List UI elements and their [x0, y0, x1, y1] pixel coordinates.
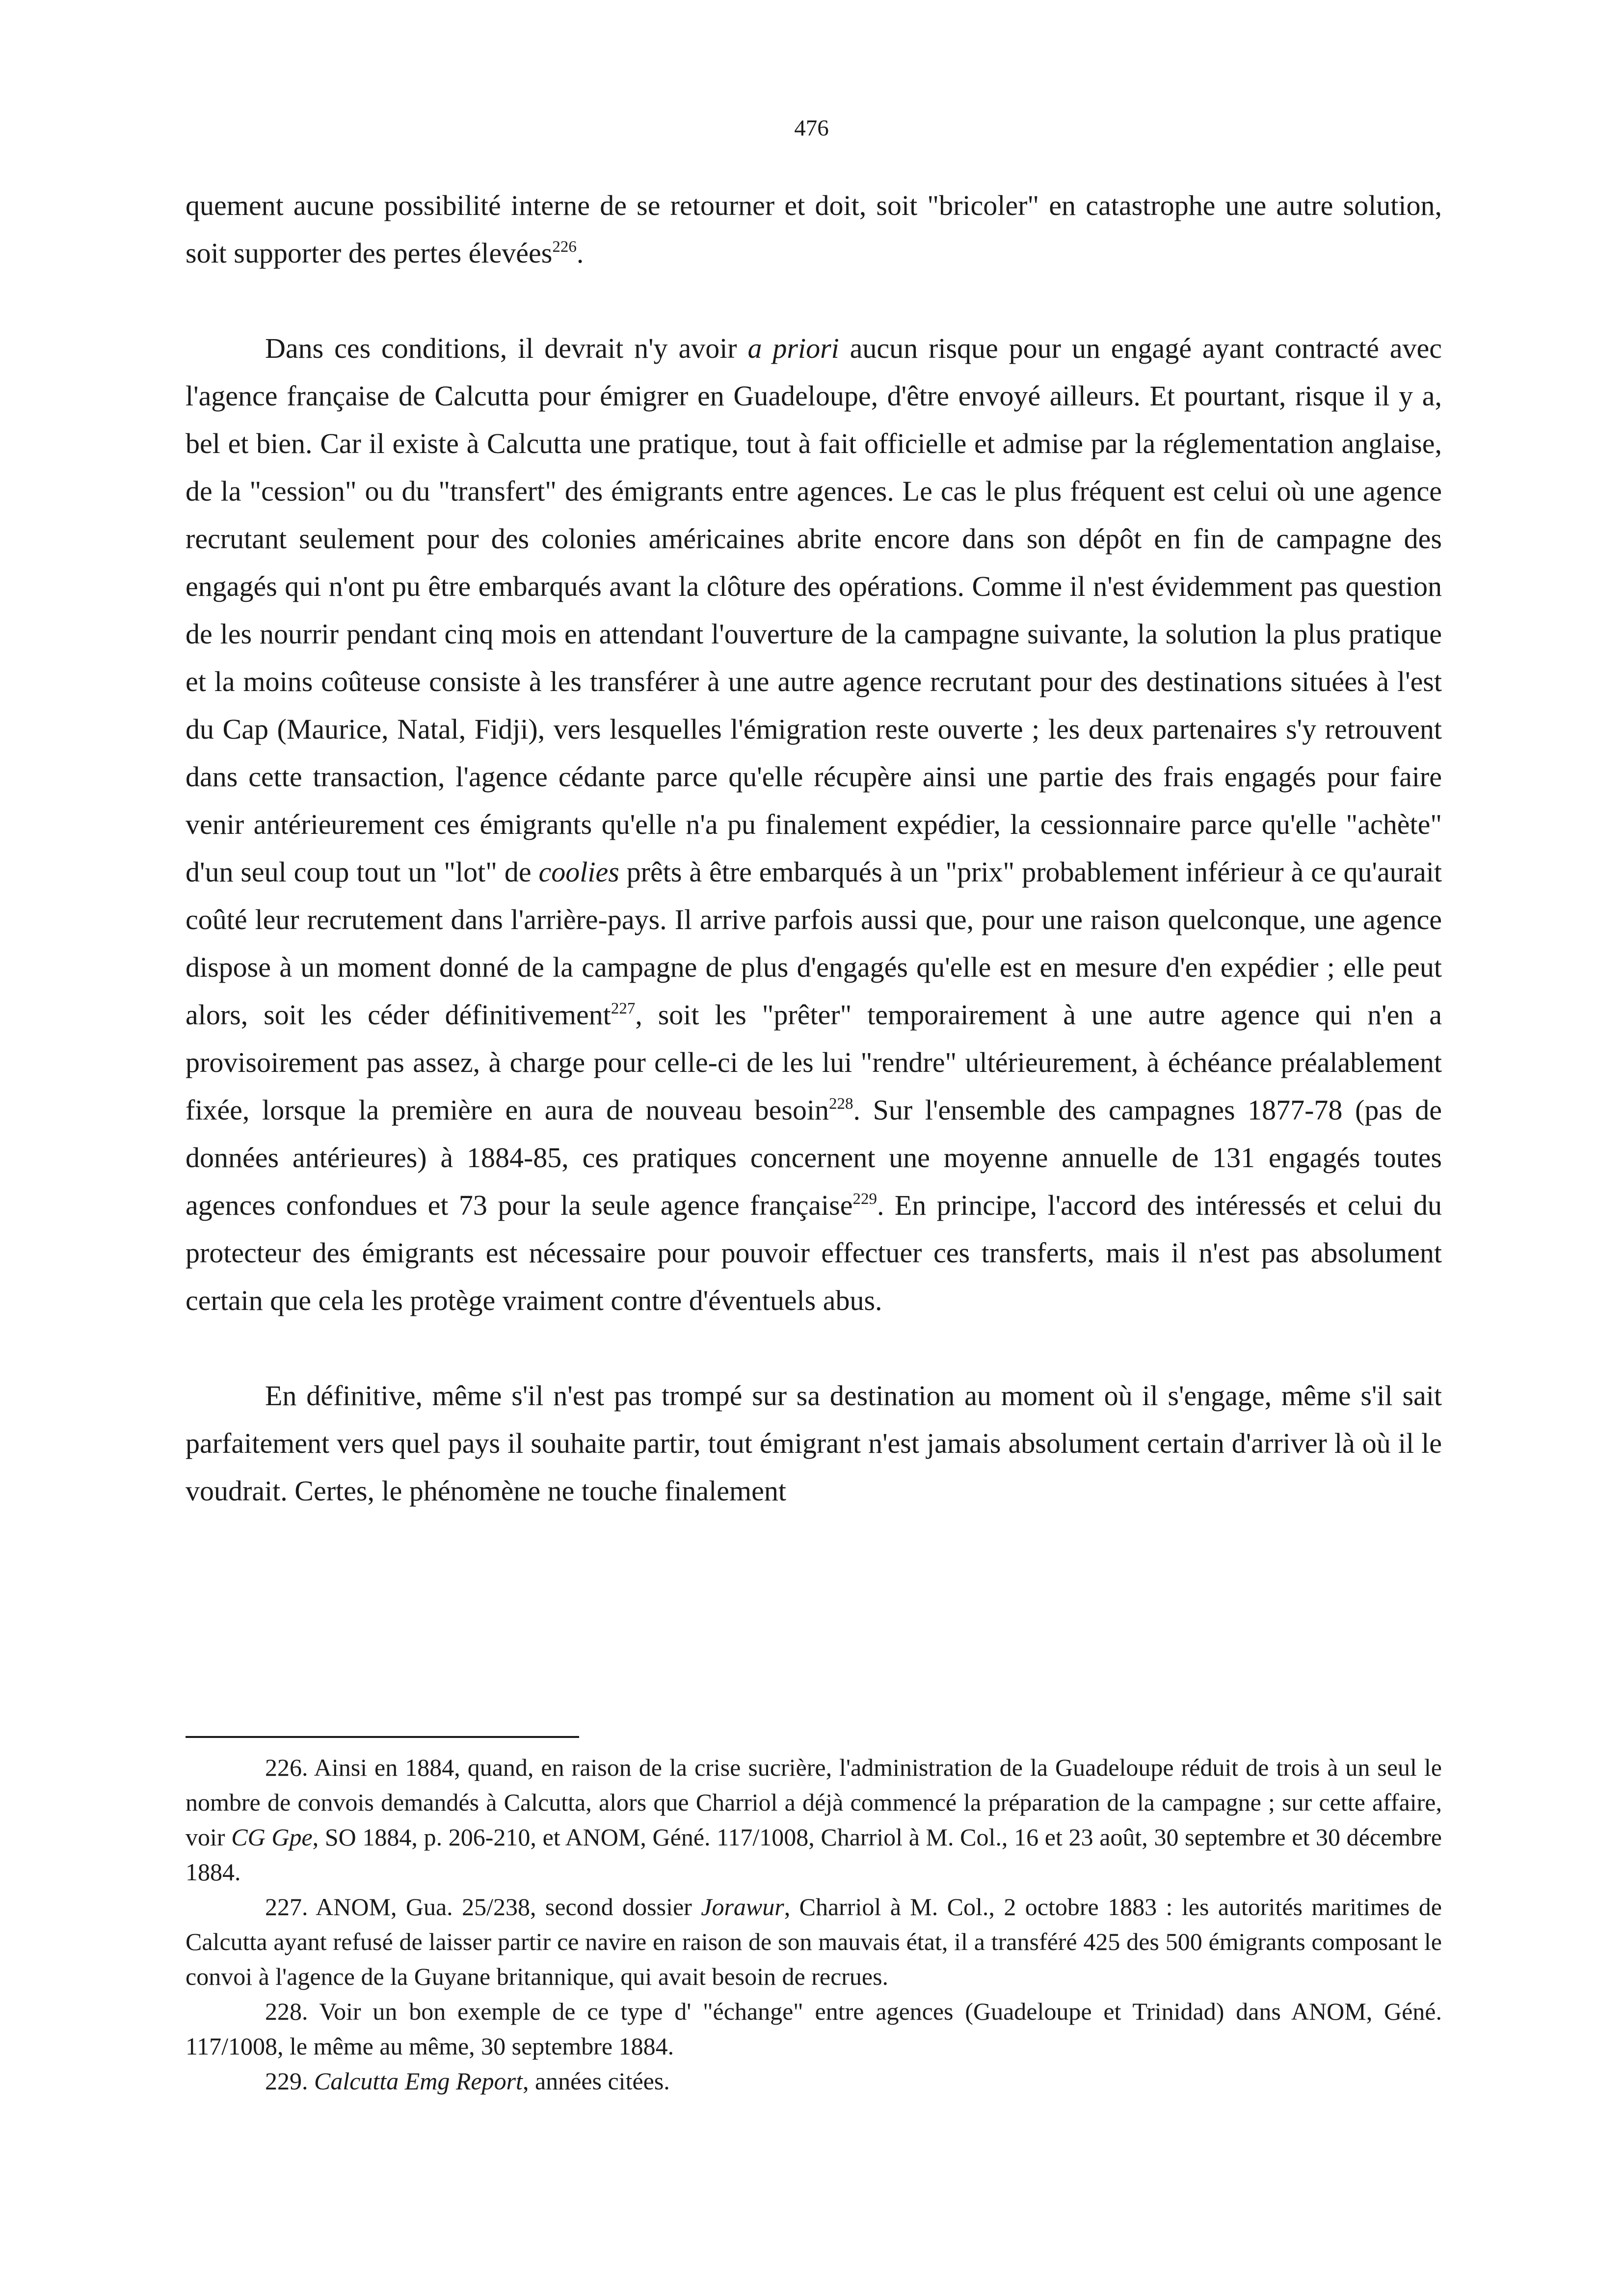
paragraph-1 — [186, 182, 1442, 277]
footnote-ref-228: 228 — [829, 1095, 853, 1113]
paragraph-2-text-f: . En principe, l'accord des intéressés et celui du protecteur des émigrants est nécessaire pour pouvoir effectuer ces transferts, mais il n'est pas absolument certain que cela les protège vraiment contre d'éventuels abus. — [186, 1189, 1442, 1316]
paragraph-1-text: quement aucune possibilité interne de se retourner et doit, soit "bricoler" en catastrophe une autre solution, soit supporter des pertes élevées — [186, 189, 1442, 269]
footnote-227-text-b: , Charriol à M. Col., 2 octobre 1883 : les autorités maritimes de Calcutta ayant refusé de laisser partir ce navire en raison de son mauvais état, il a transféré 425 des 500 émigrants composant le convoi à l'agence de la Guyane britannique, qui avait besoin de recrues. — [186, 1893, 1442, 1990]
footnote-229-italic: Calcutta Emg Report — [314, 2067, 523, 2095]
footnote-226 — [186, 1750, 1442, 1890]
footnote-228: 228. Voir un bon exemple de ce type d' "échange" entre agences (Guadeloupe et Trinidad) dans ANOM, Géné. 117/1008, le même au même, 30 septembre 1884. — [186, 1998, 1442, 2060]
footnote-226-text-b: , SO 1884, p. 206-210, et ANOM, Géné. 117/1008, Charriol à M. Col., 16 et 23 août, 30 septembre et 30 décembre 1884. — [186, 1823, 1442, 1886]
footnote-229-text-b: , années citées. — [522, 2067, 670, 2095]
paragraph-2-text-d: , soit les "prêter" temporairement à une autre agence qui n'en a provisoirement pas assez, à charge pour celle-ci de les lui "rendre" ultérieurement, à échéance préalablement fixée, lorsque la première en aura de nouveau besoin — [186, 999, 1442, 1126]
footnote-229-text-a: 229. — [265, 2067, 314, 2095]
footnote-ref-226: 226 — [552, 238, 577, 256]
italic-coolies: coolies — [538, 856, 619, 888]
paragraph-2 — [186, 324, 1442, 1324]
paragraph-1-end: . — [576, 237, 584, 269]
footnotes — [186, 1750, 1442, 2099]
paragraph-2-text-e: . Sur l'ensemble des campagnes 1877-78 (pas de données antérieures) à 1884-85, ces pratiques concernent une moyenne annuelle de 131 engagés toutes agences confondues et 73 pour la seule agence française — [186, 1094, 1442, 1221]
paragraph-3: En définitive, même s'il n'est pas trompé sur sa destination au moment où il s'engage, même s'il sait parfaitement vers quel pays il souhaite partir, tout émigrant n'est jamais absolument certain d'arriver là où il le voudrait. Certes, le phénomène ne touche finalement — [186, 1380, 1442, 1507]
paragraph-2-text-b: aucun risque pour un engagé ayant contracté avec l'agence française de Calcutta pour émigrer en Guadeloupe, d'être envoyé ailleurs. Et pourtant, risque il y a, bel et bien. Car il existe à Calcutta une pratique, tout à fait officielle et admise par la réglementation anglaise, de la "cession" ou du "transfert" des émigrants entre agences. Le cas le plus fréquent est celui où une agence recrutant seulement pour des colonies américaines abrite encore dans son dépôt en fin de campagne des engagés qui n'ont pu être embarqués avant la clôture des opérations. Comme il n'est évidemment pas question de les nourrir pendant cinq mois en attendant l'ouverture de la campagne suivante, la solution la plus pratique et la moins coûteuse consiste à les transférer à une autre agence recrutant pour des destinations situées à l'est du Cap (Maurice, Natal, Fidji), vers lesquelles l'émigration reste ouverte ; les deux partenaires s'y retrouvent dans cette transaction, l'agence cédante parce qu'elle récupère ainsi une partie des frais engagés pour faire venir antérieurement ces émigrants qu'elle n'a pu finalement expédier, la cessionnaire parce qu'elle "achète" d'un seul coup tout un "lot" de — [186, 332, 1442, 888]
paragraph-2-text-c: prêts à être embarqués à un "prix" probablement inférieur à ce qu'aurait coûté leur recrutement dans l'arrière-pays. Il arrive parfois aussi que, pour une raison quelconque, une agence dispose à un moment donné de la campagne de plus d'engagés qu'elle est en mesure d'en expédier ; elle peut alors, soit les céder définitivement — [186, 856, 1442, 1031]
footnote-226-text-a: 226. Ainsi en 1884, quand, en raison de la crise sucrière, l'administration de la Guadeloupe réduit de trois à un seul le nombre de convois demandés à Calcutta, alors que Charriol a déjà commencé la préparation de la campagne ; sur cette affaire, voir — [186, 1754, 1442, 1851]
paragraph-gap — [186, 1324, 1442, 1372]
footnote-227 — [186, 1890, 1442, 1994]
footnote-227-text-a: 227. ANOM, Gua. 25/238, second dossier — [265, 1893, 701, 1921]
italic-a-priori: a priori — [747, 332, 839, 364]
paragraph-gap — [186, 277, 1442, 324]
footnote-ref-227: 227 — [611, 1000, 636, 1017]
body-text — [186, 182, 1442, 1515]
footnote-229 — [186, 2064, 1442, 2099]
footnote-separator — [186, 1736, 579, 1738]
page-number: 476 — [794, 115, 829, 141]
footnote-227-italic: Jorawur — [701, 1893, 784, 1921]
footnote-ref-229: 229 — [852, 1190, 877, 1208]
paragraph-2-text-a: Dans ces conditions, il devrait n'y avoir — [265, 332, 748, 364]
footnote-226-italic: CG Gpe — [231, 1823, 313, 1851]
